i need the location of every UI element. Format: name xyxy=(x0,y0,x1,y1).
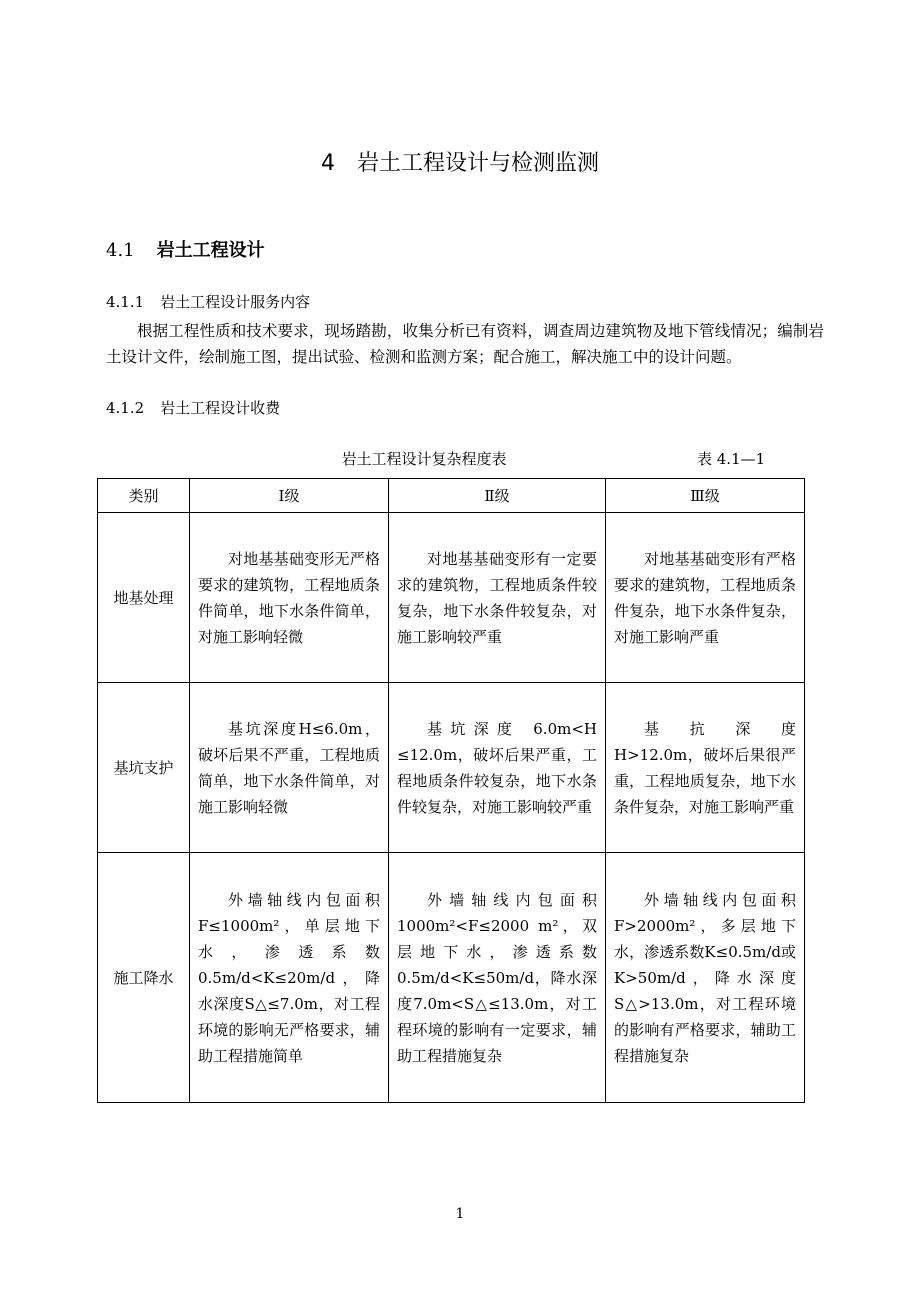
row-level-1: 对地基基础变形无严格要求的建筑物，工程地质条件简单，地下水条件简单，对施工影响轻微 xyxy=(190,513,389,683)
chapter-number: 4 xyxy=(320,151,335,176)
table-row xyxy=(98,513,805,683)
row-category: 施工降水 xyxy=(98,853,190,1103)
header-level-3: Ⅲ级 xyxy=(606,479,805,513)
section-title: 岩土工程设计 xyxy=(156,240,265,261)
row-level-1: 基坑深度H≤6.0m，破坏后果不严重，工程地质简单，地下水条件简单，对施工影响轻微 xyxy=(190,683,389,853)
table-row xyxy=(98,683,805,853)
row-category: 基坑支护 xyxy=(98,683,190,853)
row-level-3: 对地基基础变形有严格要求的建筑物，工程地质条件复杂，地下水条件复杂，对施工影响严重 xyxy=(606,513,805,683)
row-category: 地基处理 xyxy=(98,513,190,683)
row-level-3: 基抗深度 H>12.0m，破坏后果很严重，工程地质复杂，地下水条件复杂，对施工影响严重 xyxy=(606,683,805,853)
subsection-number: 4.1.1 xyxy=(106,293,145,311)
header-level-2: Ⅱ级 xyxy=(389,479,606,513)
page-number: 1 xyxy=(455,1206,465,1222)
subsection-heading-4-1-1 xyxy=(106,290,310,314)
complexity-table xyxy=(97,478,805,1103)
header-category: 类别 xyxy=(98,479,190,513)
subsection-title: 岩土工程设计服务内容 xyxy=(160,293,311,311)
table-caption: 岩土工程设计复杂程度表 xyxy=(341,450,507,468)
row-level-1: 外墙轴线内包面积F≤1000m²，单层地下水，渗透系数0.5m/d<K≤20m/d，降水深度S△≤7.0m，对工程环境的影响无严格要求，辅助工程措施简单 xyxy=(190,853,389,1103)
subsection-number: 4.1.2 xyxy=(106,399,145,417)
section-number: 4.1 xyxy=(106,240,135,261)
section-heading xyxy=(106,236,265,262)
row-level-2: 外墙轴线内包面积1000m²<F≤2000 m²，双层地下水，渗透系数0.5m/d<K≤50m/d，降水深度7.0m<S△≤13.0m，对工程环境的影响有一定要求，辅助工程措施复杂 xyxy=(389,853,606,1103)
row-level-2: 基坑深度 6.0m<H ≤12.0m，破坏后果严重，工程地质条件较复杂，地下水条件较复杂，对施工影响较严重 xyxy=(389,683,606,853)
table-number: 表 4.1—1 xyxy=(697,450,766,468)
header-level-1: Ⅰ级 xyxy=(190,479,389,513)
table-caption-row xyxy=(97,448,804,472)
table-row xyxy=(98,853,805,1103)
subsection-heading-4-1-2 xyxy=(106,396,280,420)
table-header-row xyxy=(98,479,805,513)
chapter-title-text: 岩土工程设计与检测监测 xyxy=(356,151,599,176)
row-level-3: 外墙轴线内包面积F>2000m²，多层地下水，渗透系数K≤0.5m/d或K>50m/d，降水深度S△>13.0m，对工程环境的影响有严格要求，辅助工程措施复杂 xyxy=(606,853,805,1103)
subsection-title: 岩土工程设计收费 xyxy=(160,399,281,417)
row-level-2: 对地基基础变形有一定要求的建筑物，工程地质条件较复杂，地下水条件较复杂，对施工影响较严重 xyxy=(389,513,606,683)
service-content-paragraph: 根据工程性质和技术要求，现场踏勘，收集分析已有资料，调查周边建筑物及地下管线情况；编制岩土设计文件，绘制施工图，提出试验、检测和监测方案；配合施工，解决施工中的设计问题。 xyxy=(106,322,824,366)
chapter-title xyxy=(0,146,920,177)
